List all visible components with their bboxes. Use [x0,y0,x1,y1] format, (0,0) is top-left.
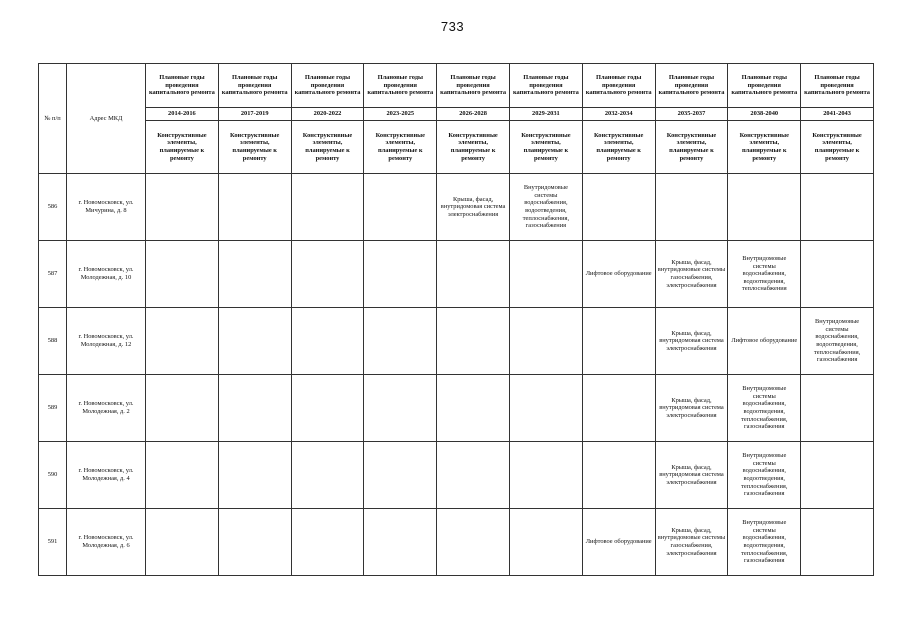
header-plan-label: Плановые годы проведения капитального ремонта [291,64,364,108]
row-number: 587 [39,241,67,308]
row-elements-cell [291,442,364,509]
row-elements-cell [364,241,437,308]
row-elements-cell: Крыша, фасад, внутридомовая система электроснабжения [437,174,510,241]
row-elements-cell [146,174,219,241]
header-plan-label: Плановые годы проведения капитального ремонта [437,64,510,108]
row-elements-cell [218,308,291,375]
header-years: 2032-2034 [582,108,655,121]
row-elements-cell [509,241,582,308]
header-elements-label: Конструктивные элементы, планируемые к ремонту [364,121,437,174]
table-row [39,308,874,375]
row-elements-cell [218,375,291,442]
row-elements-cell [801,174,874,241]
table-row [39,509,874,576]
header-elements-label: Конструктивные элементы, планируемые к ремонту [437,121,510,174]
row-address: г. Новомосковск, ул. Молодежная, д. 4 [67,442,146,509]
row-elements-cell [364,174,437,241]
row-elements-cell: Внутридомовые системы водоснабжения, водоотведения, теплоснабжения, газоснабжения [728,509,801,576]
header-years: 2035-2037 [655,108,728,121]
row-number: 588 [39,308,67,375]
header-elements-label: Конструктивные элементы, планируемые к ремонту [146,121,219,174]
table-row [39,174,874,241]
row-elements-cell: Внутридомовые системы водоснабжения, водоотведения, теплоснабжения, газоснабжения [728,375,801,442]
row-elements-cell [291,509,364,576]
row-elements-cell: Крыша, фасад, внутридомовые системы газоснабжения, электроснабжения [655,509,728,576]
row-elements-cell [218,241,291,308]
header-plan-label: Плановые годы проведения капитального ремонта [582,64,655,108]
table-body [39,174,874,576]
header-elements-label: Конструктивные элементы, планируемые к ремонту [582,121,655,174]
row-elements-cell [582,174,655,241]
header-row-years [39,108,874,121]
row-number: 590 [39,442,67,509]
row-elements-cell [291,375,364,442]
row-number: 591 [39,509,67,576]
row-elements-cell [291,308,364,375]
row-elements-cell [146,509,219,576]
header-elements-label: Конструктивные элементы, планируемые к ремонту [655,121,728,174]
header-plan-label: Плановые годы проведения капитального ремонта [801,64,874,108]
row-elements-cell [146,442,219,509]
row-elements-cell [146,241,219,308]
row-elements-cell [582,442,655,509]
row-elements-cell [509,442,582,509]
row-elements-cell: Лифтовое оборудование [728,308,801,375]
row-elements-cell [364,509,437,576]
row-elements-cell [582,308,655,375]
header-elements-label: Конструктивные элементы, планируемые к ремонту [801,121,874,174]
row-elements-cell [364,308,437,375]
row-elements-cell [364,375,437,442]
header-plan-label: Плановые годы проведения капитального ремонта [146,64,219,108]
row-elements-cell [437,308,510,375]
header-plan-label: Плановые годы проведения капитального ремонта [509,64,582,108]
row-elements-cell [364,442,437,509]
row-elements-cell: Крыша, фасад, внутридомовая система электроснабжения [655,442,728,509]
row-elements-cell [801,375,874,442]
header-elements-label: Конструктивные элементы, планируемые к ремонту [218,121,291,174]
row-elements-cell [291,174,364,241]
row-elements-cell [655,174,728,241]
row-elements-cell [437,442,510,509]
row-elements-cell [146,375,219,442]
row-elements-cell: Внутридомовые системы водоснабжения, водоотведения, теплоснабжения [728,241,801,308]
header-years: 2026-2028 [437,108,510,121]
row-elements-cell [582,375,655,442]
row-elements-cell [218,442,291,509]
header-address: Адрес МКД [67,64,146,174]
table-row [39,442,874,509]
header-plan-label: Плановые годы проведения капитального ремонта [218,64,291,108]
header-elements-label: Конструктивные элементы, планируемые к ремонту [728,121,801,174]
row-elements-cell [218,509,291,576]
row-elements-cell: Внутридомовые системы водоснабжения, водоотведения, теплоснабжения, газоснабжения [801,308,874,375]
row-elements-cell: Крыша, фасад, внутридомовые системы газоснабжения, электроснабжения [655,241,728,308]
header-row-elements [39,121,874,174]
row-address: г. Новомосковск, ул. Молодежная, д. 6 [67,509,146,576]
capital-repair-plan-table [38,63,874,576]
row-elements-cell [437,509,510,576]
row-elements-cell [291,241,364,308]
row-elements-cell: Крыша, фасад, внутридомовая система электроснабжения [655,375,728,442]
row-address: г. Новомосковск, ул. Молодежная, д. 12 [67,308,146,375]
row-elements-cell [509,308,582,375]
row-elements-cell: Внутридомовые системы водоснабжения, водоотведения, теплоснабжения, газоснабжения [509,174,582,241]
row-address: г. Новомосковск, ул. Молодежная, д. 10 [67,241,146,308]
header-years: 2023-2025 [364,108,437,121]
row-address: г. Новомосковск, ул. Мичурина, д. 8 [67,174,146,241]
row-address: г. Новомосковск, ул. Молодежная, д. 2 [67,375,146,442]
header-years: 2014-2016 [146,108,219,121]
header-years: 2038-2040 [728,108,801,121]
row-elements-cell [728,174,801,241]
row-elements-cell [801,241,874,308]
row-elements-cell [146,308,219,375]
row-elements-cell [801,442,874,509]
header-plan-label: Плановые годы проведения капитального ремонта [728,64,801,108]
header-elements-label: Конструктивные элементы, планируемые к ремонту [509,121,582,174]
header-plan-label: Плановые годы проведения капитального ремонта [655,64,728,108]
header-plan-label: Плановые годы проведения капитального ремонта [364,64,437,108]
header-years: 2029-2031 [509,108,582,121]
row-elements-cell: Лифтовое оборудование [582,509,655,576]
row-number: 586 [39,174,67,241]
row-elements-cell [509,509,582,576]
table-row [39,241,874,308]
header-years: 2041-2043 [801,108,874,121]
table-row [39,375,874,442]
header-years: 2020-2022 [291,108,364,121]
header-elements-label: Конструктивные элементы, планируемые к ремонту [291,121,364,174]
table-header [39,64,874,174]
row-elements-cell [437,241,510,308]
row-elements-cell [218,174,291,241]
header-years: 2017-2019 [218,108,291,121]
row-elements-cell: Лифтовое оборудование [582,241,655,308]
row-elements-cell: Крыша, фасад, внутридомовая система электроснабжения [655,308,728,375]
row-elements-cell [509,375,582,442]
row-elements-cell [801,509,874,576]
header-num: № п/п [39,64,67,174]
header-row-plan-label [39,64,874,108]
row-elements-cell: Внутридомовые системы водоснабжения, водоотведения, теплоснабжения, газоснабжения [728,442,801,509]
row-number: 589 [39,375,67,442]
page-number: 733 [440,19,465,34]
row-elements-cell [437,375,510,442]
